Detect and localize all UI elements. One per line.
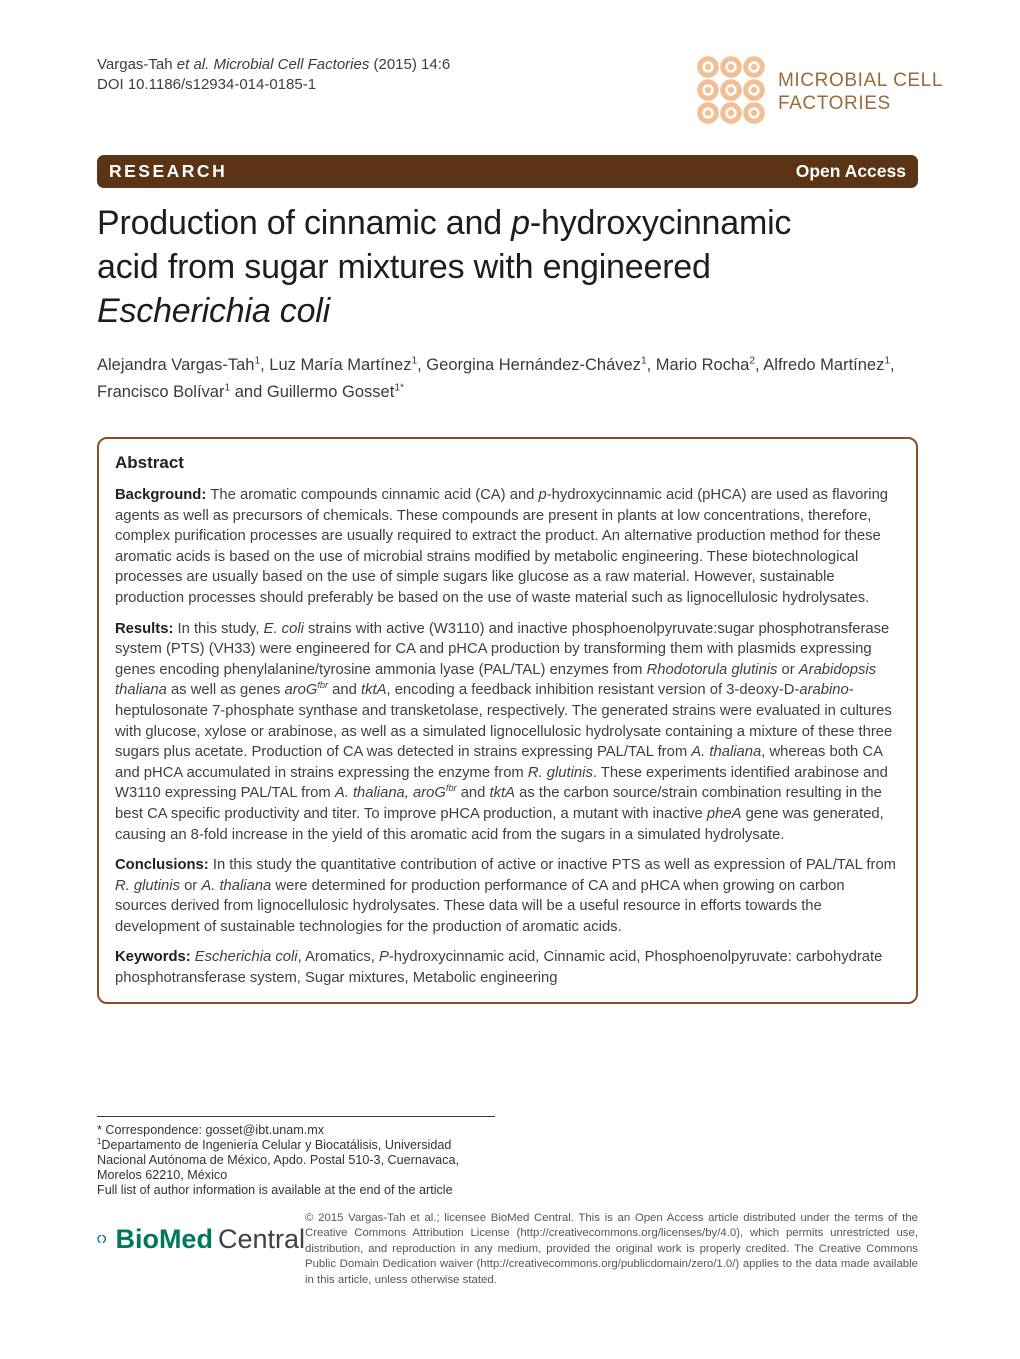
journal-name-line1: MICROBIAL CELL [778,70,944,91]
copyright-text: © 2015 Vargas-Tah et al.; licensee BioMed Central. This is an Open Access article distributed under the terms of the Creative Commons Attribution License (http://creativecommons.org/licenses/by/4.0), which permits unrestricted use, distribution, and reproduction in any medium, provided the original work is properly credited. The Creative Commons Public Domain Dedication waiver (http://creativecommons.org/publicdomain/zero/1.0/) applies to the data made available in this article, unless otherwise stated. [305,1212,918,1286]
abstract-box [97,437,918,1004]
doi: DOI 10.1186/s12934-014-0185-1 [97,76,317,93]
central-text: Central [217,1223,305,1254]
journal-name-line2: FACTORIES [778,93,891,114]
citation [97,55,450,95]
open-access-label: Open Access [795,161,906,181]
article-type-label: RESEARCH [109,161,228,181]
footnote [97,1116,495,1198]
abstract-results: Results: In this study, E. coli strains with active (W3110) and inactive phosphoenolpyruvate:sugar phosphotransferase system (PTS) (VH33) were engineered for CA and pHCA production by transforming them with plasmids expressing genes encoding phenylalanine/tyrosine ammonia lyase (PAL/TAL) enzymes from Rhodotorula glutinis or Arabidopsis thaliana as well as genes aroG$^{fbr}$ and tktA, encoding a feedback inhibition resistant version of 3-deoxy-D-arabino-heptulosonate 7-phosphate synthase and transketolase, respectively. The generated strains were evaluated in cultures with glucose, xylose or arabinose, as well as a simulated lignocellulosic hydrolysate containing a mixture of these three sugars plus acetate. Production of CA was detected in strains expressing PAL/TAL from A. thaliana, whereas both CA and pHCA accumulated in strains expressing the enzyme from R. glutinis. These experiments identified arabinose and W3110 expressing PAL/TAL from A. thaliana, aroG$^{fbr}$ and tktA as the carbon source/strain combination resulting in the best CA specific productivity and titer. To improve pHCA production, a mutant with inactive pheA gene was generated, causing an 8-fold increase in the yield of this aromatic acid from the sugars in a simulated hydrolysate. [115,620,893,843]
biomed-central-ring-icon [97,1217,106,1261]
author-info-note: Full list of author information is available at the end of the article [97,1182,453,1197]
biomed-central-logo [97,1211,305,1261]
biomed-central-wordmark [115,1224,305,1255]
journal-logo-text [778,56,943,115]
abstract-background: Background: The aromatic compounds cinnamic acid (CA) and p-hydroxycinnamic acid (pHCA) are used as flavoring agents as well as precursors of chemicals. These compounds are present in plants at low concentrations, therefore, complex purification processes are usually required to extract the product. An alternative production method for these aromatic acids is based on the use of microbial strains modified by metabolic engineering. These biotechnological processes are usually based on the use of simple sugars like glucose as a raw material. However, sustainable production processes should preferably be based on the use of waste material such as lignocellulosic hydrolysates. [115,487,889,606]
biomed-text: BioMed [115,1223,213,1254]
abstract-heading: Abstract [115,453,184,472]
citation-line: Vargas-Tah et al. Microbial Cell Factories (2015) 14:6 [97,56,451,73]
publisher-row [97,1211,918,1288]
abstract-keywords: Keywords: Escherichia coli, Aromatics, P-hydroxycinnamic acid, Cinnamic acid, Phosphoenolpyruvate: carbohydrate phosphotransferase system, Sugar mixtures, Metabolic engineering [115,949,883,987]
correspondence-line: * Correspondence: gosset@ibt.unam.mx [97,1123,324,1137]
affiliation-line: $^1$Departamento de Ingeniería Celular y Biocatálisis, Universidad Nacional Autónoma de México, Apdo. Postal 510-3, Cuernavaca, Morelos 62210, México [97,1136,459,1182]
author-list: Alejandra Vargas-Tah$^1$, Luz María Martínez$^1$, Georgina Hernández-Chávez$^1$, Mario Rocha$^2$, Alfredo Martínez$^1$, Francisco Bolívar$^1$ and Guillermo Gosset$^{1*}$ [97,355,895,401]
article-type-banner [97,155,918,188]
journal-logo-icon [697,56,765,124]
article-title: Production of cinnamic and p-hydroxycinnamic acid from sugar mixtures with engineered Escherichia coli [97,204,792,330]
abstract-conclusions: Conclusions: In this study the quantitative contribution of active or inactive PTS as well as expression of PAL/TAL from R. glutinis or A. thaliana were determined for production performance of CA and pHCA when growing on carbon sources derived from lignocellulosic hydrolysates. These data will be a useful resource in efforts towards the development of sustainable technologies for the production of aromatic acids. [115,857,897,935]
journal-logo [697,56,943,124]
